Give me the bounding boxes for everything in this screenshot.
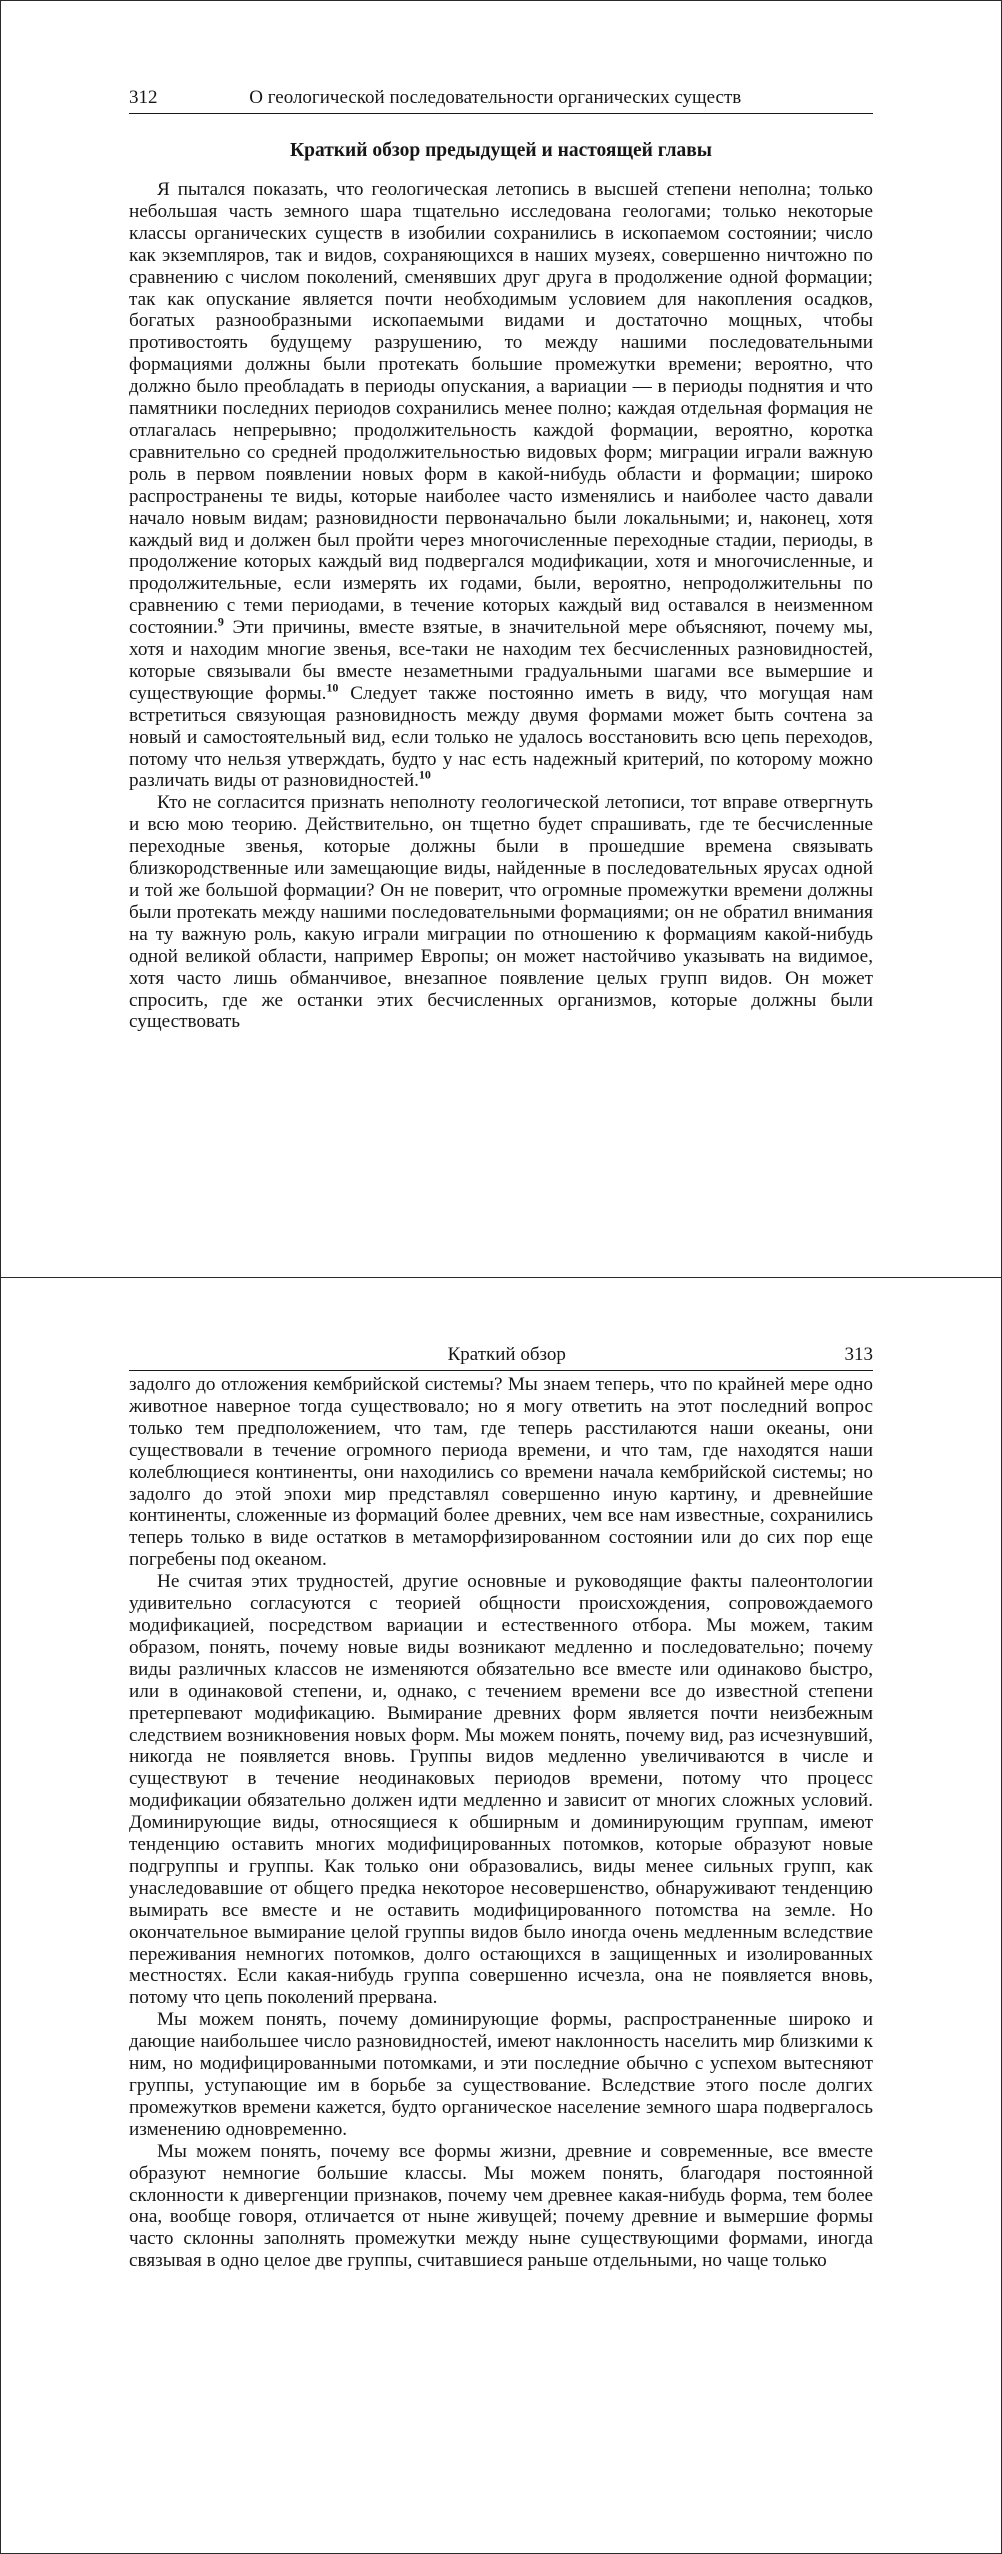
paragraph — [129, 179, 873, 792]
footnote-ref[interactable]: 10 — [326, 680, 339, 695]
paragraph: задолго до отложения кембрийской системы? Мы знаем теперь, что по крайней мере одно животное наверное тогда существовало; но я могу ответить на этот последний вопрос только тем предположением, что там, где теперь расстилаются наши океаны, они существовали в течение огромного периода времени, и что там, где находятся наши колеблющиеся континенты, они находились со времени начала кембрийской системы; но задолго до этой эпохи мир представлял совершенно иную картину, и древнейшие континенты, сложенные из формаций более древних, чем все нам известные, сохранились теперь только в виде остатков в метаморфизированном состоянии или до сих пор еще погребены под океаном. — [129, 1374, 873, 1571]
paragraph: Мы можем понять, почему доминирующие формы, распространенные широко и дающие наибольшее число разновидностей, имеют наклонность населить мир близкими к ним, но модифицированными потомками, и эти последние обычно с успехом вытесняют группы, уступающие им в борьбе за существование. Вследствие этого после долгих промежутков времени кажется, будто органическое население земного шара подвергалось изменению одновременно. — [129, 2009, 873, 2140]
paragraph-text: Я пытался показать, что геологическая летопись в высшей степени неполна; только небольшая часть земного шара тщательно исследована геологами; только некоторые классы органических существ в изобилии сохранились в ископаемом состоянии; число как экземпляров, так и видов, сохраняющихся в наших музеях, совершенно ничтожно по сравнению с числом поколений, сменявших друг друга в продолжение одной формации; так как опускание является почти необходимым условием для накопления осадков, богатых разнообразными ископаемыми видами и достаточно мощных, чтобы противостоять будущему разрушению, то между нашими последовательными формациями должны были протекать большие промежутки времени; вероятно, что должно было преобладать в периоды опускания, а вариации — в периоды поднятия и что памятники последних периодов сохранились менее полно; каждая отдельная формация не отлагалась непрерывно; продолжительность каждой формации, вероятно, коротка сравнительно со средней продолжительностью видовых форм; миграции играли важную роль в первом появлении новых форм в какой-нибудь области и формации; широко распространены те виды, которые наиболее часто изменялись и наиболее часто давали начало новым видам; разновидности первоначально были локальными; и, наконец, хотя каждый вид и должен был пройти через многочисленные переходные стадии, периоды, в продолжение которых каждый вид подвергался модификации, хотя и многочисленные, и продолжительные, если измерять их годами, были, вероятно, непродолжительны по сравнению с теми периодами, в течение которых каждый вид оставался в неизменном состоянии. — [129, 179, 873, 639]
paragraph: Мы можем понять, почему все формы жизни, древние и современные, все вместе образуют немногие большие классы. Мы можем понять, благодаря постоянной склонности к дивергенции признаков, почему чем древнее какая-нибудь форма, тем более она, вообще говоря, отличается от ныне живущей; почему древние и вымершие формы часто склонны заполнять промежутки между ныне существующими формами, иногда связывая в одно целое две группы, считавшиеся раньше отдельными, но чаще только — [129, 2140, 873, 2272]
section-title: Краткий обзор предыдущей и настоящей главы — [289, 140, 713, 161]
running-title: Краткий обзор — [447, 1344, 566, 1365]
page-313 — [0, 1278, 1002, 2554]
body-text-313 — [129, 1374, 873, 2272]
paragraph-text: Эти причины, вместе взятые, в значительной мере объясняют, почему мы, хотя и находим многие звенья, все-таки не находим тех бесчисленных разновидностей, которые связывали бы вместе незаметными градуальными шагами все вымершие и существующие формы. — [129, 617, 873, 704]
running-title: О геологической последовательности органических существ — [249, 87, 742, 108]
page-number: 313 — [844, 1344, 873, 1365]
page-number: 312 — [129, 87, 158, 108]
body-text-312 — [129, 179, 873, 1033]
running-head-313 — [129, 1344, 873, 1371]
running-head-312 — [129, 87, 873, 114]
paragraph: Не считая этих трудностей, другие основные и руководящие факты палеонтологии удивительно согласуются с теорией общности происхождения, сопровождаемого модификацией, посредством вариации и естественного отбора. Мы можем, таким образом, понять, почему новые виды возникают медленно и последовательно; почему виды различных классов не изменяются обязательно все вместе или одинаково быстро, или в одинаковой степени, и, однако, с течением времени все до известной степени претерпевают модификацию. Вымирание древних форм является почти неизбежным следствием возникновения новых форм. Мы можем понять, почему вид, раз исчезнувший, никогда не появляется вновь. Группы видов медленно увеличиваются в числе и существуют в течение неодинаковых периодов времени, потому что процесс модификации обязательно должен идти медленно и зависит от многих сложных условий. Доминирующие виды, относящиеся к обширным и доминирующим группам, имеют тенденцию оставить многих модифицированных потомков, которые образуют новые подгруппы и группы. Как только они образовались, виды менее сильных групп, как унаследовавшие от общего предка некоторое несовершенство, обнаруживают тенденцию вымирать все вместе и не оставить модифицированного потомства на земле. Но окончательное вымирание целой группы видов было иногда очень медленным вследствие переживания немногих потомков, долго остающихся в защищенных и изолированных местностях. Если какая-нибудь группа совершенно исчезла, она не появляется вновь, потому что цепь поколений прервана. — [129, 1571, 873, 2009]
paragraph: Кто не согласится признать неполноту геологической летописи, тот вправе отвергнуть и всю мою теорию. Действительно, он тщетно будет спрашивать, где те бесчисленные переходные звенья, которые должны были в прошедшие времена связывать близкородственные или замещающие виды, найденные в последовательных ярусах одной и той же большой формации? Он не поверит, что огромные промежутки времени должны были протекать между нашими последовательными формациями; он не обратил внимания на ту важную роль, какую играли миграции по отношению к формациям какой-нибудь одной великой области, например Европы; он может настойчиво указывать на видимое, хотя часто лишь обманчивое, внезапное появление целых групп видов. Он может спросить, где же останки этих бесчисленных организмов, которые должны были существовать — [129, 792, 873, 1033]
footnote-ref[interactable]: 9 — [217, 614, 224, 629]
paragraph-text: Следует также постоянно иметь в виду, что могущая нам встретиться связующая разновидность между двумя формами может быть сочтена за новый и самостоятельный вид, если только не удалось восстановить всю цепь переходов, потому что нельзя утверждать, будто у нас есть надежный критерий, по которому можно различать виды от разновидностей. — [129, 682, 873, 792]
footnote-ref[interactable]: 10 — [418, 768, 431, 783]
